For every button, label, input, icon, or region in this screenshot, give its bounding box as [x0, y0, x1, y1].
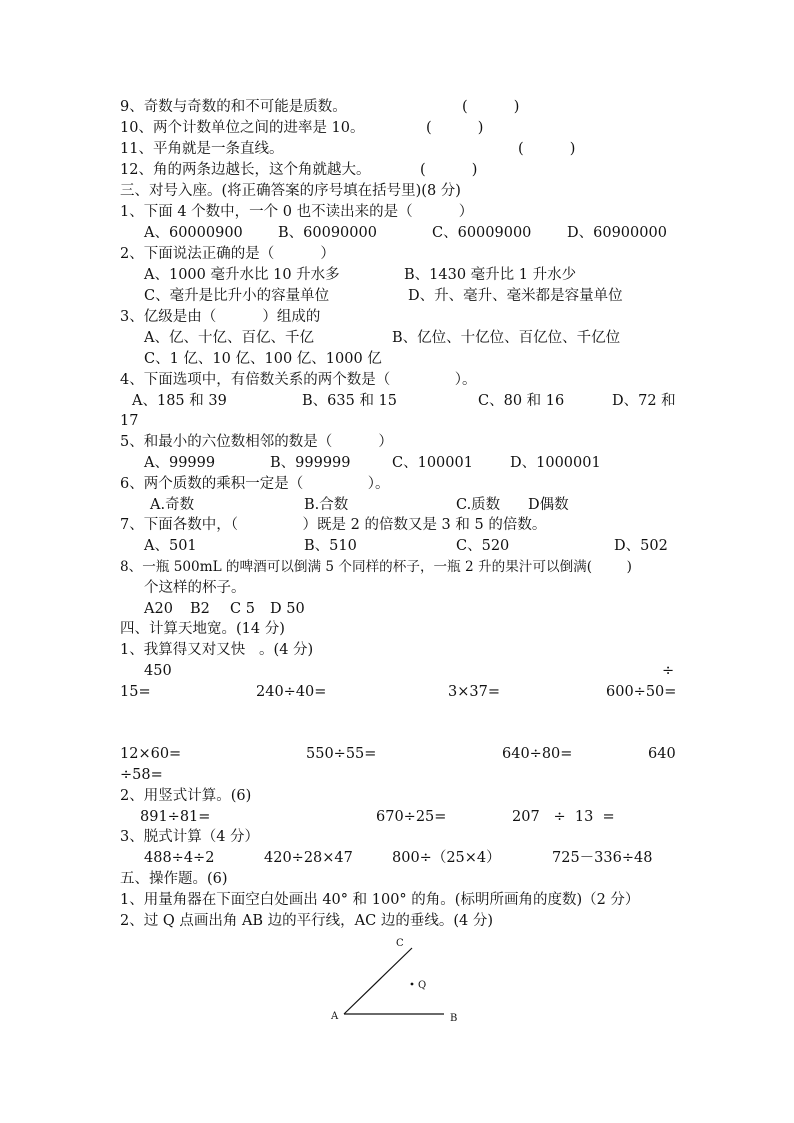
section-operate-heading: 五、操作题。(6) [120, 871, 228, 887]
choice-q8-opt-b[interactable]: B2 [190, 601, 210, 617]
choice-q4-opt-d[interactable]: D、72 和 [612, 393, 676, 409]
choice-q5-opt-a[interactable]: A、99999 [144, 455, 216, 471]
choice-q7-opt-d[interactable]: D、502 [614, 538, 668, 554]
calc-step-3: 800÷（25×4） [392, 850, 501, 866]
choice-q6-stem: 6、两个质数的乘积一定是（ ）。 [120, 476, 390, 492]
calc-vertical-2: 670÷25= [376, 809, 447, 825]
judge-q11-paren[interactable]: ( ) [518, 141, 576, 157]
calc-r1-b: 240÷40= [256, 684, 327, 700]
choice-q7-opt-a[interactable]: A、501 [144, 538, 197, 554]
choice-q1-opt-c[interactable]: C、60009000 [432, 225, 532, 241]
choice-q4-opt-c[interactable]: C、80 和 16 [478, 393, 565, 409]
choice-q1-stem: 1、下面 4 个数中，一个 0 也不读出来的是（ ） [120, 204, 474, 220]
choice-q1-opt-d[interactable]: D、60900000 [567, 225, 667, 241]
choice-q2-stem: 2、下面说法正确的是（ ） [120, 246, 335, 262]
choice-q6-opt-b[interactable]: B.合数 [304, 497, 349, 513]
choice-q7-opt-b[interactable]: B、510 [304, 538, 357, 554]
choice-q2-opt-d[interactable]: D、升、毫升、毫米都是容量单位 [408, 288, 623, 304]
calc-r2-wrap: ÷58= [120, 767, 163, 783]
choice-q3-opt-a[interactable]: A、亿、十亿、百亿、千亿 [144, 330, 314, 346]
operate-q1: 1、用量角器在下面空白处画出 40° 和 100° 的角。(标明所画角的度数)（2 分） [120, 892, 640, 908]
choice-q4-opt-b[interactable]: B、635 和 15 [302, 393, 398, 409]
label-b: B [450, 1013, 458, 1024]
calc-vertical-1: 891÷81= [140, 809, 211, 825]
label-c: C [396, 938, 404, 949]
choice-q7-opt-c[interactable]: C、520 [456, 538, 510, 554]
judge-q9-paren[interactable]: ( ) [462, 99, 520, 115]
choice-q6-opt-d[interactable]: D偶数 [528, 497, 569, 513]
choice-q2-opt-c[interactable]: C、毫升是比升小的容量单位 [144, 288, 330, 304]
calc-r1-d: 600÷50= [606, 684, 677, 700]
section-choice-heading: 三、对号入座。(将正确答案的序号填在括号里)(8 分) [120, 183, 461, 199]
calc-r2-a: 12×60= [120, 746, 182, 762]
section-calc-heading: 四、计算天地宽。(14 分) [120, 621, 285, 637]
choice-q1-opt-b[interactable]: B、60090000 [278, 225, 377, 241]
choice-q6-opt-c[interactable]: C.质数 [456, 497, 501, 513]
angle-figure [320, 930, 470, 1030]
choice-q2-opt-a[interactable]: A、1000 毫升水比 10 升水多 [144, 267, 340, 283]
point-q-dot [411, 983, 414, 986]
calc-r1-div: ÷ [662, 663, 675, 679]
label-q: Q [418, 980, 427, 991]
choice-q3-stem: 3、亿级是由（ ）组成的 [120, 309, 321, 325]
calc-vertical-3: 207 ÷ 13 = [512, 809, 615, 825]
choice-q8-opt-a[interactable]: A20 [144, 601, 173, 617]
choice-q5-opt-b[interactable]: B、999999 [270, 455, 351, 471]
choice-q4-stem: 4、下面选项中，有倍数关系的两个数是（ ）。 [120, 372, 477, 388]
judge-q12-paren[interactable]: ( ) [420, 162, 478, 178]
calc-part2-title: 2、用竖式计算。(6) [120, 788, 252, 804]
choice-q8-stem-cont: 个这样的杯子。 [144, 580, 246, 596]
choice-q1-opt-a[interactable]: A、60000900 [144, 225, 243, 241]
choice-q2-opt-b[interactable]: B、1430 毫升比 1 升水少 [404, 267, 577, 283]
calc-r1-num: 450 [144, 663, 172, 679]
choice-q4-wrap: 17 [120, 413, 139, 429]
judge-q9: 9、奇数与奇数的和不可能是质数。 [120, 99, 347, 115]
judge-q10-paren[interactable]: ( ) [426, 120, 484, 136]
calc-part1-title: 1、我算得又对又快 。(4 分) [120, 642, 314, 658]
choice-q8-opt-c[interactable]: C 5 [230, 601, 255, 617]
choice-q6-opt-a[interactable]: A.奇数 [150, 497, 195, 513]
choice-q8-opt-d[interactable]: D 50 [270, 601, 305, 617]
calc-r2-c: 640÷80= [502, 746, 573, 762]
calc-r1-a: 15= [120, 684, 151, 700]
ray-ac [344, 948, 412, 1014]
calc-part3-title: 3、脱式计算（4 分） [120, 829, 260, 845]
judge-q11: 11、平角就是一条直线。 [120, 141, 284, 157]
calc-step-1: 488÷4÷2 [144, 850, 215, 866]
calc-step-2: 420÷28×47 [264, 850, 353, 866]
judge-q10: 10、两个计数单位之间的进率是 10。 [120, 120, 365, 136]
choice-q5-opt-c[interactable]: C、100001 [392, 455, 473, 471]
calc-step-4: 725－336÷48 [552, 850, 653, 866]
calc-r1-c: 3×37= [448, 684, 500, 700]
choice-q3-opt-c[interactable]: C、1 亿、10 亿、100 亿、1000 亿 [144, 351, 382, 367]
choice-q3-opt-b[interactable]: B、亿位、十亿位、百亿位、千亿位 [392, 330, 621, 346]
choice-q7-stem: 7、下面各数中，（ ）既是 2 的倍数又是 3 和 5 的倍数。 [120, 517, 547, 533]
choice-q8-stem: 8、一瓶 500mL 的啤酒可以倒满 5 个同样的杯子，一瓶 2 升的果汁可以倒满( ) [120, 559, 632, 575]
operate-q2: 2、过 Q 点画出角 AB 边的平行线，AC 边的垂线。(4 分) [120, 913, 493, 929]
choice-q5-stem: 5、和最小的六位数相邻的数是（ ） [120, 434, 393, 450]
choice-q5-opt-d[interactable]: D、1000001 [510, 455, 601, 471]
calc-r2-d: 640 [648, 746, 676, 762]
calc-r2-b: 550÷55= [306, 746, 377, 762]
judge-q12: 12、角的两条边越长，这个角就越大。 [120, 162, 371, 178]
label-a: A [331, 1011, 339, 1022]
choice-q4-opt-a[interactable]: A、185 和 39 [132, 393, 227, 409]
